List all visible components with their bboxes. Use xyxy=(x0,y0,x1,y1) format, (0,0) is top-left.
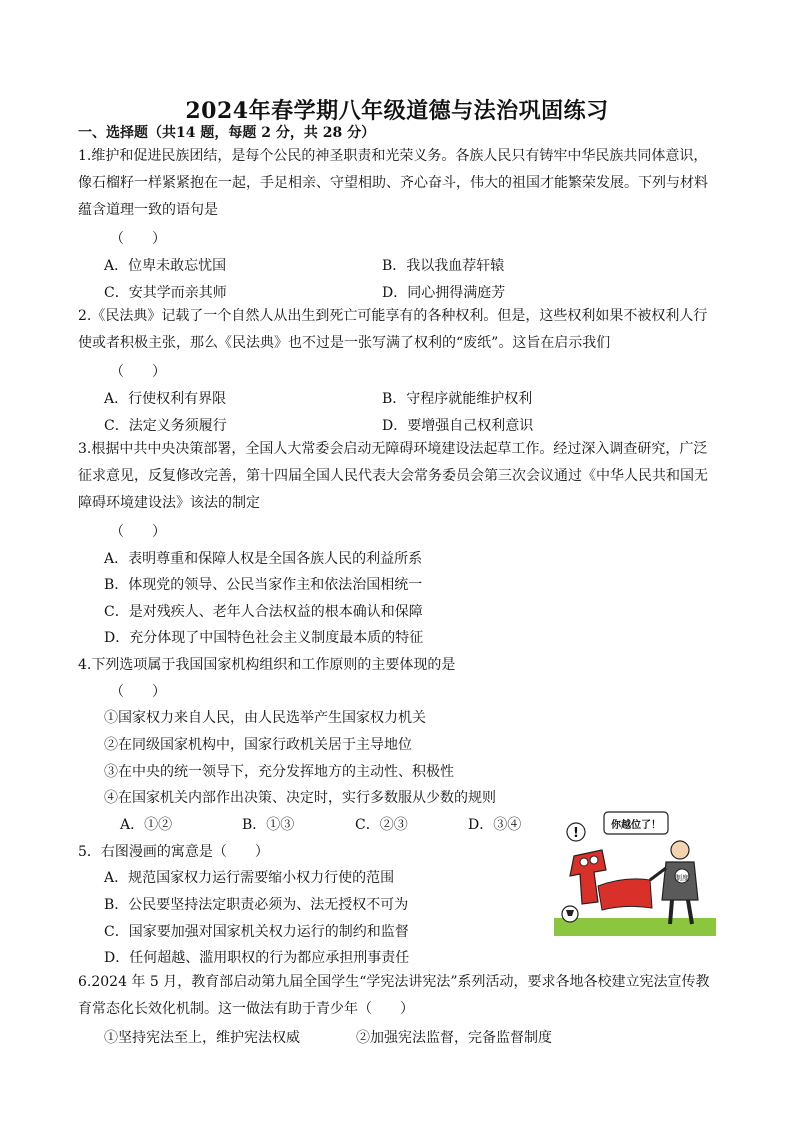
q5-option-a: A．规范国家权力运行需要缩小权力行使的范围 xyxy=(104,870,395,886)
q4-option-c: C．②③ xyxy=(355,817,408,833)
q2-option-a: A．行使权利有界限 xyxy=(104,391,227,407)
svg-text:!: ! xyxy=(573,826,579,841)
q4-statement-2: ②在同级国家机构中，国家行政机关居于主导地位 xyxy=(104,737,412,753)
q4-statement-3: ③在中央的统一领导下，充分发挥地方的主动性、积极性 xyxy=(104,764,454,780)
referee-badge-text: 制度 xyxy=(675,874,689,882)
q6-stem: 6.2024 年 5 月，教育部启动第九届全国学生“学宪法讲宪法”系列活动，要求各地各校建立宪法宣传教育常态化长效化机制。这一做法有助于青少年（ ） xyxy=(78,974,710,1017)
q1-option-d: D．同心拥得满庭芳 xyxy=(382,285,506,301)
q4-option-d: D．③④ xyxy=(468,817,522,833)
q3-option-b: B．体现党的领导、公民当家作主和依法治国相统一 xyxy=(104,577,423,593)
q1-answer-paren: （ ） xyxy=(110,231,166,247)
q5-option-d: D．任何超越、滥用职权的行为都应承担刑事责任 xyxy=(104,950,410,966)
q1-option-c: C．安其学而亲其师 xyxy=(104,285,227,301)
q4-statement-1: ①国家权力来自人民，由人民选举产生国家权力机关 xyxy=(104,710,426,726)
q2-option-b: B．守程序就能维护权利 xyxy=(382,391,533,407)
q5-option-c: C．国家要加强对国家机关权力运行的制约和监督 xyxy=(104,924,409,940)
q4-answer-paren: （ ） xyxy=(110,684,166,700)
q4-stem: 4.下列选项属于我国国家机构组织和工作原则的主要体现的是 xyxy=(78,657,456,673)
q2-stem: 2.《民法典》记载了一个自然人从出生到死亡可能享有的各种权利。但是，这些权利如果不被权利人行使或者积极主张，那么《民法典》也不过是一张写满了权利的“废纸”。这旨在启示我们 xyxy=(78,308,708,351)
q4-statement-4: ④在国家机关内部作出决策、决定时，实行多数服从少数的规则 xyxy=(104,790,496,806)
q1-option-b: B．我以我血荐轩辕 xyxy=(382,258,505,274)
speech-bubble-text: 你越位了！ xyxy=(611,820,661,831)
cartoon-illustration xyxy=(554,806,716,936)
q1-option-a: A．位卑未敢忘忧国 xyxy=(104,258,227,274)
q3-stem: 3.根据中共中央决策部署，全国人大常委会启动无障碍环境建设法起草工作。经过深入调查研究，广泛征求意见，反复修改完善，第十四届全国人民代表大会常务委员会第三次会议通过《中华人民共和国无障碍环境建设法》该法的制定 xyxy=(78,441,708,511)
referee-head xyxy=(671,841,689,859)
q5-stem: 5．右图漫画的寓意是（ ） xyxy=(78,844,269,860)
q3-option-a: A．表明尊重和保障人权是全国各族人民的利益所系 xyxy=(104,551,423,567)
red-carpet xyxy=(598,879,652,910)
q6-statement-1: ①坚持宪法至上，维护宪法权威 xyxy=(104,1030,300,1046)
q2-answer-paren: （ ） xyxy=(110,364,166,380)
q6-statement-2: ②加强宪法监督，完备监督制度 xyxy=(356,1030,552,1046)
q5-option-b: B．公民要坚持法定职责必须为、法无授权不可为 xyxy=(104,897,409,913)
q3-answer-paren: （ ） xyxy=(110,524,166,540)
q3-option-d: D．充分体现了中国特色社会主义制度最本质的特征 xyxy=(104,630,424,646)
q3-option-c: C．是对残疾人、老年人合法权益的根本确认和保障 xyxy=(104,604,423,620)
q4-option-b: B．①③ xyxy=(242,817,295,833)
page-title: 2024年春学期八年级道德与法治巩固练习 xyxy=(185,98,609,124)
q1-stem: 1.维护和促进民族团结，是每个公民的神圣职责和光荣义务。各族人民只有铸牢中华民族共同体意识，像石榴籽一样紧紧抱在一起，手足相亲、守望相助、齐心奋斗，伟大的祖国才能繁荣发展。下列与材料蕴含道理一致的语句是 xyxy=(78,148,708,218)
q4-option-a: A．①② xyxy=(120,817,173,833)
q2-option-d: D．要增强自己权利意识 xyxy=(382,418,534,434)
q2-option-c: C．法定义务须履行 xyxy=(104,418,227,434)
section-heading: 一、选择题（共14 题，每题 2 分，共 28 分） xyxy=(78,125,376,141)
